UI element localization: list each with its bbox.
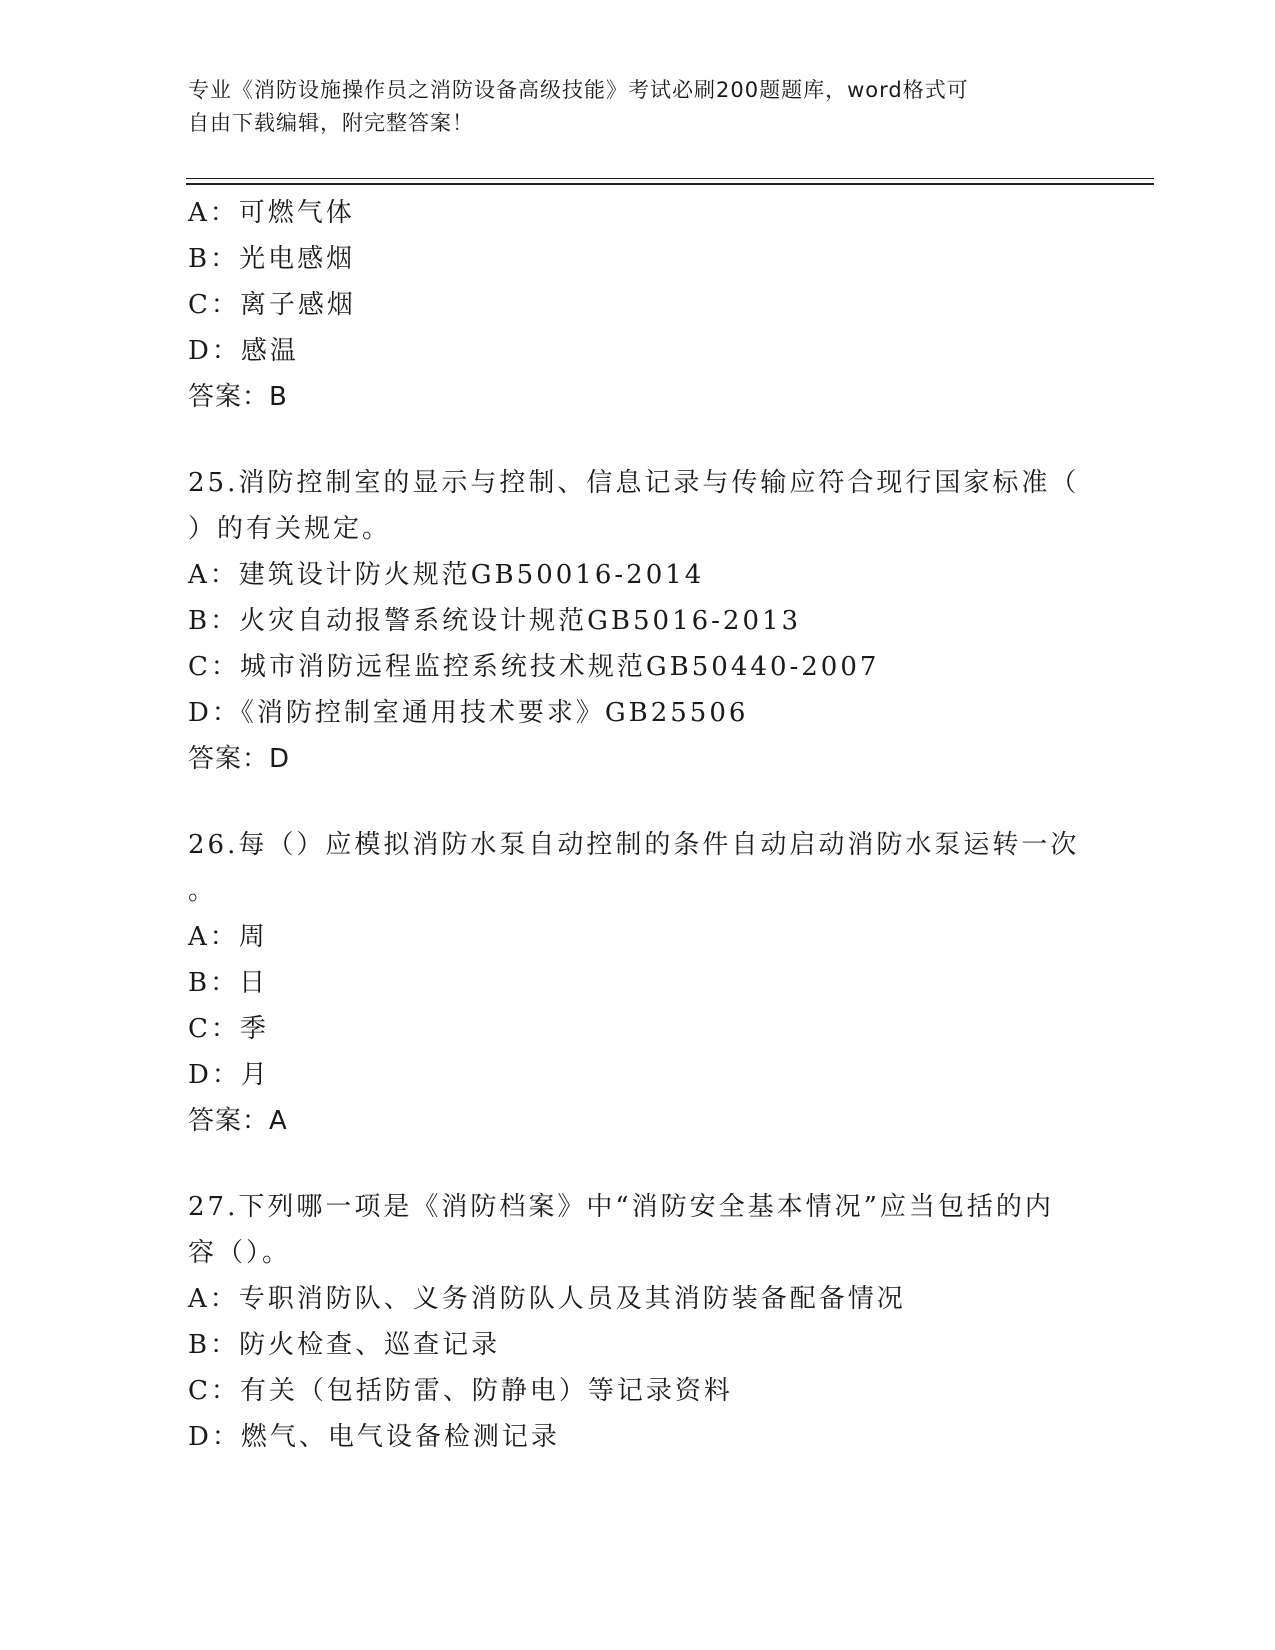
question-block-25 bbox=[188, 460, 1088, 782]
question-stem-line-2: ）的有关规定。 bbox=[188, 514, 392, 544]
question-stem-line-1: 25.消防控制室的显示与控制、信息记录与传输应符合现行国家标准（ bbox=[188, 468, 1080, 498]
answer-line: 答案：D bbox=[188, 744, 291, 774]
header-divider-thin bbox=[186, 178, 1154, 179]
option-b: B：日 bbox=[188, 968, 269, 998]
question-stem-line-2: 。 bbox=[188, 876, 218, 906]
question-stem-line-1: 27.下列哪一项是《消防档案》中“消防安全基本情况”应当包括的内 bbox=[188, 1192, 1054, 1222]
answer-line: 答案：B bbox=[188, 382, 288, 412]
option-c: C：城市消防远程监控系统技术规范GB50440-2007 bbox=[188, 652, 880, 682]
option-a: A：周 bbox=[188, 922, 268, 952]
option-d: D：燃气、电气设备检测记录 bbox=[188, 1422, 560, 1452]
option-d: D：月 bbox=[188, 1060, 270, 1090]
option-a: A：可燃气体 bbox=[188, 198, 355, 228]
header-line-2: 自由下载编辑，附完整答案！ bbox=[188, 111, 474, 135]
answer-line: 答案：A bbox=[188, 1106, 288, 1136]
question-block-26 bbox=[188, 822, 1088, 1144]
question-list bbox=[188, 190, 1088, 1460]
option-c: C：季 bbox=[188, 1014, 269, 1044]
option-b: B：火灾自动报警系统设计规范GB5016-2013 bbox=[188, 606, 802, 636]
document-header bbox=[188, 74, 1088, 140]
option-b: B：防火检查、巡查记录 bbox=[188, 1330, 501, 1360]
question-block-previous bbox=[188, 190, 1088, 420]
option-a: A：专职消防队、义务消防队人员及其消防装备配备情况 bbox=[188, 1284, 906, 1314]
option-c: C：离子感烟 bbox=[188, 290, 356, 320]
header-line-1: 专业《消防设施操作员之消防设备高级技能》考试必刷200题题库，word格式可 bbox=[188, 78, 969, 102]
question-block-27 bbox=[188, 1184, 1088, 1460]
option-d: D：感温 bbox=[188, 336, 299, 366]
option-c: C：有关（包括防雷、防静电）等记录资料 bbox=[188, 1376, 733, 1406]
question-stem-line-1: 26.每（）应模拟消防水泵自动控制的条件自动启动消防水泵运转一次 bbox=[188, 830, 1080, 860]
header-divider-thick bbox=[186, 183, 1154, 185]
question-stem-line-2: 容（）。 bbox=[188, 1238, 292, 1268]
option-b: B：光电感烟 bbox=[188, 244, 356, 274]
option-d: D：《消防控制室通用技术要求》GB25506 bbox=[188, 698, 749, 728]
option-a: A：建筑设计防火规范GB50016-2014 bbox=[188, 560, 705, 590]
